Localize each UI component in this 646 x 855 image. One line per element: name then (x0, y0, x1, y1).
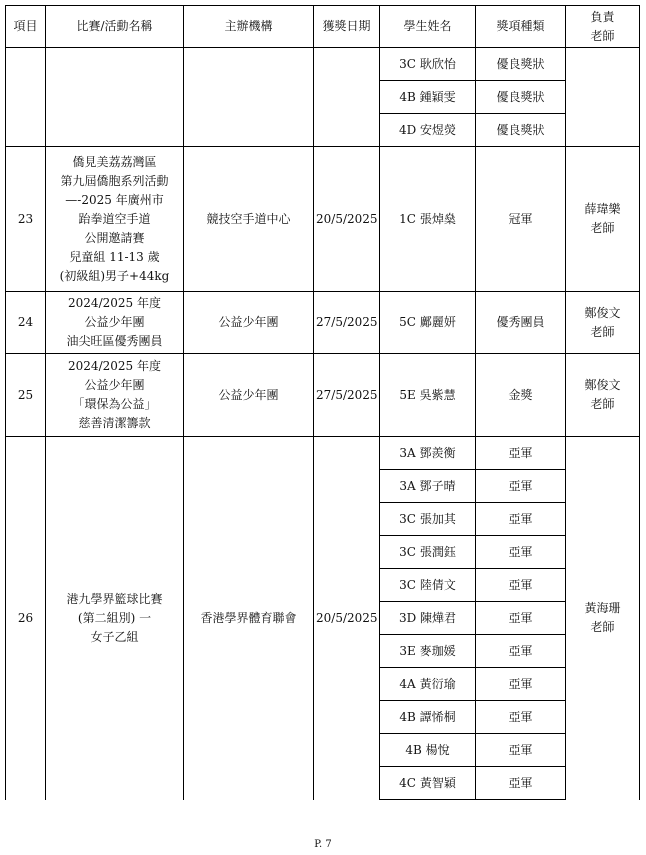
event-line: 第九屆僑胞系列活動 (60, 173, 169, 188)
student-cell: 3D 陳燁君 (380, 602, 476, 635)
award-cell: 亞軍 (476, 668, 566, 701)
header-teacher-line: 老師 (590, 28, 615, 43)
teacher-cell (566, 48, 640, 147)
event-cell (46, 437, 184, 800)
header-teacher (566, 6, 640, 48)
date-cell: 20/5/2025 (314, 437, 380, 800)
teacher-line: 薛瑋樂 (584, 202, 621, 216)
event-line: 公益少年團 (84, 315, 145, 329)
item-cell: 25 (6, 354, 46, 437)
student-cell: 3C 張加其 (380, 503, 476, 536)
student-cell: 3C 張潤鈺 (380, 536, 476, 569)
student-cell: 3C 陸倩文 (380, 569, 476, 602)
organizer-cell: 公益少年團 (184, 292, 314, 354)
event-line: (初級組)男子+44kg (59, 268, 170, 283)
award-cell: 金獎 (476, 354, 566, 437)
student-cell: 4B 鍾穎雯 (380, 81, 476, 114)
event-cell (46, 48, 184, 147)
teacher-line: 老師 (590, 324, 615, 339)
teacher-cell (566, 354, 640, 437)
teacher-line: 鄭俊文 (584, 305, 621, 320)
table-row (6, 354, 640, 437)
award-cell: 亞軍 (476, 536, 566, 569)
awards-table (5, 5, 640, 800)
event-line: 2024/2025 年度 (68, 296, 161, 310)
table-row (6, 48, 640, 81)
student-cell: 3C 耿欣怡 (380, 48, 476, 81)
header-organizer: 主辦機構 (184, 6, 314, 48)
event-line: 2024/2025 年度 (68, 359, 161, 373)
student-cell: 4B 楊悅 (380, 734, 476, 767)
item-cell: 26 (6, 437, 46, 800)
teacher-line: 黃海珊 (584, 601, 621, 616)
header-student: 學生姓名 (380, 6, 476, 48)
event-line: 跆拳道空手道 (78, 211, 151, 226)
event-cell (46, 292, 184, 354)
student-cell: 3A 鄧羨衡 (380, 437, 476, 470)
event-cell (46, 354, 184, 437)
student-cell: 3E 麥珈媛 (380, 635, 476, 668)
item-cell: 23 (6, 147, 46, 292)
date-cell: 27/5/2025 (314, 292, 380, 354)
award-cell: 亞軍 (476, 734, 566, 767)
header-row (6, 6, 640, 48)
event-line: 兒童組 11-13 歲 (69, 249, 160, 264)
teacher-line: 鄭俊文 (584, 378, 621, 392)
organizer-cell: 香港學界體育聯會 (184, 437, 314, 800)
header-date: 獲獎日期 (314, 6, 380, 48)
award-cell: 亞軍 (476, 701, 566, 734)
event-line: —-2025 年廣州市 (65, 192, 164, 207)
table-row (6, 292, 640, 354)
award-cell: 優秀團員 (476, 292, 566, 354)
award-cell: 亞軍 (476, 635, 566, 668)
student-cell: 4D 安煜熒 (380, 114, 476, 147)
teacher-cell (566, 437, 640, 800)
event-line: 公益少年團 (84, 378, 145, 392)
organizer-cell: 公益少年團 (184, 354, 314, 437)
date-cell: 20/5/2025 (314, 147, 380, 292)
organizer-cell (184, 48, 314, 147)
award-cell: 亞軍 (476, 437, 566, 470)
teacher-cell (566, 292, 640, 354)
table-row (6, 147, 640, 292)
event-line: (第二組別) 一 (77, 610, 152, 625)
teacher-cell (566, 147, 640, 292)
student-cell: 1C 張焯燊 (380, 147, 476, 292)
header-teacher-line: 負責 (590, 9, 615, 24)
award-cell: 冠軍 (476, 147, 566, 292)
student-cell: 3A 鄧子晴 (380, 470, 476, 503)
date-cell: 27/5/2025 (314, 354, 380, 437)
award-cell: 亞軍 (476, 767, 566, 800)
event-line: 女子乙組 (90, 629, 139, 644)
award-cell: 亞軍 (476, 569, 566, 602)
header-event: 比賽/活動名稱 (46, 6, 184, 48)
page-number: P. 7 (314, 839, 332, 850)
student-cell: 4B 譚悕桐 (380, 701, 476, 734)
award-cell: 優良獎狀 (476, 81, 566, 114)
item-cell: 24 (6, 292, 46, 354)
teacher-line: 老師 (590, 221, 615, 235)
header-item: 項目 (6, 6, 46, 48)
event-line: 港九學界籃球比賽 (66, 591, 163, 606)
table-row (6, 437, 640, 470)
event-line: 慈善清潔籌款 (78, 416, 151, 430)
award-cell: 亞軍 (476, 503, 566, 536)
organizer-cell: 競技空手道中心 (184, 147, 314, 292)
teacher-line: 老師 (590, 397, 615, 411)
event-cell (46, 147, 184, 292)
student-cell: 4C 黃智穎 (380, 767, 476, 800)
event-line: 「環保為公益」 (72, 397, 157, 411)
event-line: 公開邀請賽 (84, 230, 145, 245)
date-cell (314, 48, 380, 147)
award-cell: 優良獎狀 (476, 114, 566, 147)
item-cell (6, 48, 46, 147)
award-cell: 亞軍 (476, 470, 566, 503)
event-line: 僑見美荔荔灣區 (72, 154, 157, 169)
teacher-line: 老師 (590, 620, 615, 635)
student-cell: 4A 黃衍瑜 (380, 668, 476, 701)
event-line: 油尖旺區優秀團員 (66, 334, 163, 348)
header-award: 獎項種類 (476, 6, 566, 48)
student-cell: 5C 鄺麗妍 (380, 292, 476, 354)
award-cell: 優良獎狀 (476, 48, 566, 81)
student-cell: 5E 吳紫慧 (380, 354, 476, 437)
award-cell: 亞軍 (476, 602, 566, 635)
